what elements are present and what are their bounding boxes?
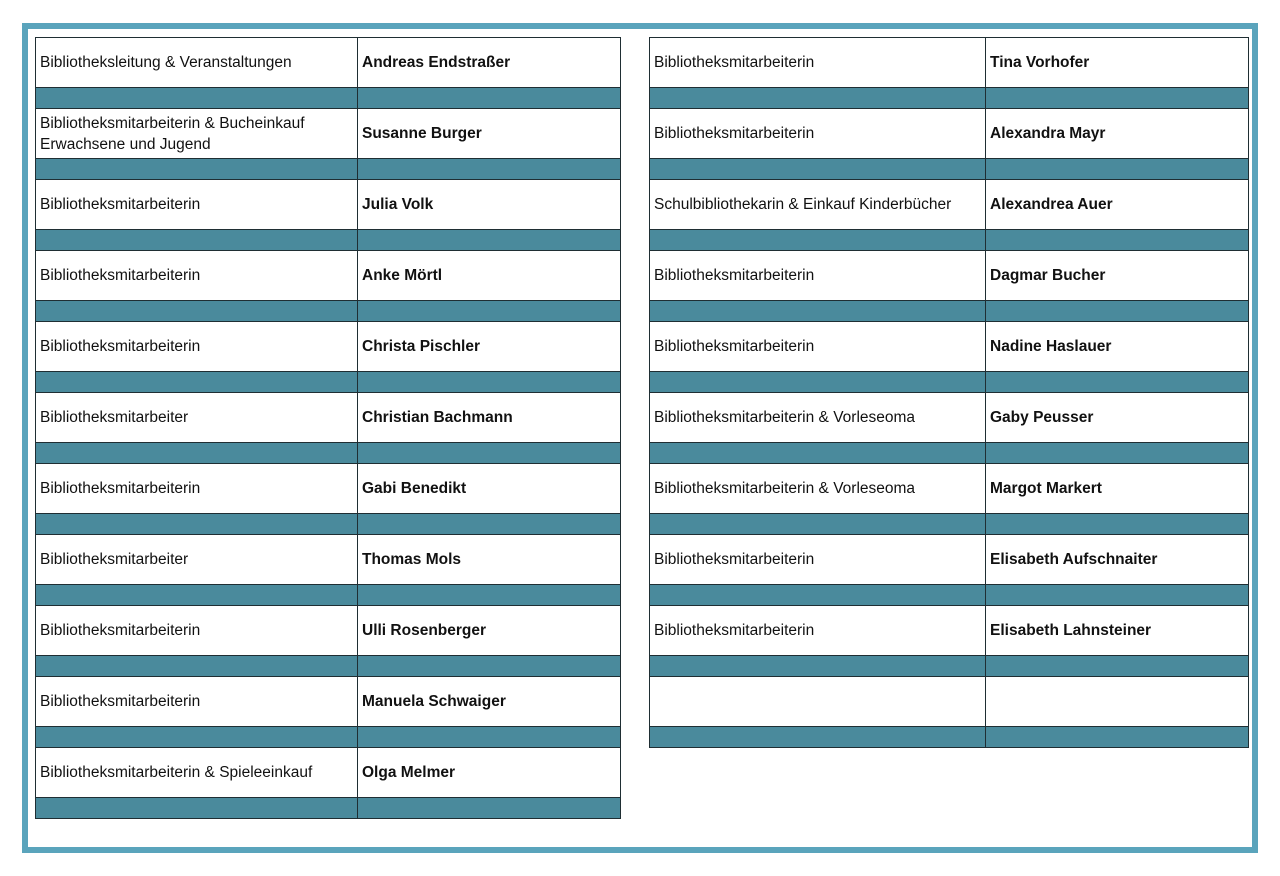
staff-name: Julia Volk — [358, 180, 621, 230]
staff-role: Bibliotheksleitung & Veranstaltungen — [36, 38, 358, 88]
staff-name: Alexandra Mayr — [986, 109, 1249, 159]
staff-role: Bibliotheksmitarbeiter — [36, 393, 358, 443]
separator-cell — [358, 301, 621, 322]
separator-row — [650, 88, 1249, 109]
separator-cell — [36, 230, 358, 251]
staff-row — [36, 535, 621, 585]
separator-row — [650, 585, 1249, 606]
staff-name: Alexandrea Auer — [986, 180, 1249, 230]
separator-row — [650, 372, 1249, 393]
staff-row — [36, 677, 621, 727]
separator-row — [650, 514, 1249, 535]
staff-role: Bibliotheksmitarbeiter — [36, 535, 358, 585]
separator-cell — [986, 443, 1249, 464]
separator-cell — [36, 656, 358, 677]
staff-name: Gabi Benedikt — [358, 464, 621, 514]
separator-row — [650, 727, 1249, 748]
separator-cell — [358, 514, 621, 535]
separator-cell — [36, 514, 358, 535]
staff-row — [650, 393, 1249, 443]
separator-row — [36, 656, 621, 677]
staff-role: Bibliotheksmitarbeiterin — [36, 322, 358, 372]
separator-cell — [358, 443, 621, 464]
separator-row — [36, 585, 621, 606]
separator-cell — [36, 443, 358, 464]
staff-row — [36, 393, 621, 443]
staff-table-left — [35, 37, 621, 819]
staff-role: Bibliotheksmitarbeiterin — [36, 251, 358, 301]
separator-cell — [986, 585, 1249, 606]
separator-cell — [986, 656, 1249, 677]
separator-row — [36, 159, 621, 180]
staff-name: Andreas Endstraßer — [358, 38, 621, 88]
staff-row — [650, 464, 1249, 514]
separator-row — [650, 656, 1249, 677]
staff-name: Anke Mörtl — [358, 251, 621, 301]
staff-role: Bibliotheksmitarbeiterin & Vorleseoma — [650, 464, 986, 514]
separator-cell — [650, 514, 986, 535]
staff-name: Susanne Burger — [358, 109, 621, 159]
separator-cell — [986, 230, 1249, 251]
staff-role: Bibliotheksmitarbeiterin & Bucheinkauf Erwachsene und Jugend — [36, 109, 358, 159]
separator-row — [36, 372, 621, 393]
separator-cell — [36, 798, 358, 819]
separator-cell — [650, 88, 986, 109]
separator-cell — [358, 798, 621, 819]
staff-row — [36, 38, 621, 88]
staff-table-right — [649, 37, 1249, 748]
separator-cell — [358, 230, 621, 251]
staff-name: Ulli Rosenberger — [358, 606, 621, 656]
staff-role: Bibliotheksmitarbeiterin — [650, 606, 986, 656]
separator-cell — [650, 585, 986, 606]
separator-cell — [358, 585, 621, 606]
separator-cell — [358, 159, 621, 180]
separator-cell — [650, 230, 986, 251]
staff-row — [36, 748, 621, 798]
separator-cell — [986, 301, 1249, 322]
staff-role: Bibliotheksmitarbeiterin & Spieleeinkauf — [36, 748, 358, 798]
staff-name: Elisabeth Aufschnaiter — [986, 535, 1249, 585]
separator-cell — [36, 372, 358, 393]
staff-name: Tina Vorhofer — [986, 38, 1249, 88]
separator-cell — [650, 301, 986, 322]
separator-cell — [36, 301, 358, 322]
staff-row — [650, 109, 1249, 159]
separator-cell — [358, 656, 621, 677]
staff-row — [36, 251, 621, 301]
separator-row — [650, 443, 1249, 464]
separator-cell — [358, 372, 621, 393]
separator-cell — [986, 159, 1249, 180]
staff-role: Bibliotheksmitarbeiterin — [650, 109, 986, 159]
separator-cell — [36, 585, 358, 606]
staff-row — [650, 251, 1249, 301]
staff-role: Bibliotheksmitarbeiterin — [36, 606, 358, 656]
separator-cell — [358, 727, 621, 748]
separator-row — [36, 443, 621, 464]
separator-cell — [650, 159, 986, 180]
staff-row — [650, 180, 1249, 230]
staff-name: Elisabeth Lahnsteiner — [986, 606, 1249, 656]
separator-cell — [650, 727, 986, 748]
separator-row — [36, 727, 621, 748]
staff-name: Dagmar Bucher — [986, 251, 1249, 301]
staff-role: Bibliotheksmitarbeiterin — [36, 677, 358, 727]
staff-name: Christa Pischler — [358, 322, 621, 372]
staff-row — [36, 606, 621, 656]
separator-row — [650, 301, 1249, 322]
separator-cell — [986, 727, 1249, 748]
staff-name: Gaby Peusser — [986, 393, 1249, 443]
separator-cell — [358, 88, 621, 109]
staff-name: Manuela Schwaiger — [358, 677, 621, 727]
staff-name: Christian Bachmann — [358, 393, 621, 443]
separator-cell — [650, 443, 986, 464]
staff-row — [650, 38, 1249, 88]
separator-cell — [986, 88, 1249, 109]
separator-row — [36, 514, 621, 535]
staff-row — [36, 322, 621, 372]
separator-cell — [650, 656, 986, 677]
staff-role: Schulbibliothekarin & Einkauf Kinderbücher — [650, 180, 986, 230]
staff-name — [986, 677, 1249, 727]
staff-role: Bibliotheksmitarbeiterin — [650, 322, 986, 372]
staff-row — [650, 606, 1249, 656]
separator-row — [36, 88, 621, 109]
staff-row — [650, 535, 1249, 585]
separator-row — [36, 230, 621, 251]
staff-row — [650, 677, 1249, 727]
separator-cell — [650, 372, 986, 393]
staff-row — [36, 464, 621, 514]
separator-cell — [36, 727, 358, 748]
staff-role: Bibliotheksmitarbeiterin — [36, 180, 358, 230]
separator-cell — [36, 88, 358, 109]
staff-role: Bibliotheksmitarbeiterin — [650, 38, 986, 88]
separator-row — [36, 798, 621, 819]
separator-row — [650, 159, 1249, 180]
staff-row — [36, 109, 621, 159]
staff-role: Bibliotheksmitarbeiterin & Vorleseoma — [650, 393, 986, 443]
staff-name: Margot Markert — [986, 464, 1249, 514]
separator-cell — [36, 159, 358, 180]
staff-role: Bibliotheksmitarbeiterin — [650, 535, 986, 585]
separator-cell — [986, 514, 1249, 535]
separator-row — [36, 301, 621, 322]
staff-role: Bibliotheksmitarbeiterin — [36, 464, 358, 514]
staff-row — [650, 322, 1249, 372]
staff-name: Olga Melmer — [358, 748, 621, 798]
staff-role — [650, 677, 986, 727]
staff-name: Thomas Mols — [358, 535, 621, 585]
staff-row — [36, 180, 621, 230]
staff-name: Nadine Haslauer — [986, 322, 1249, 372]
separator-row — [650, 230, 1249, 251]
staff-role: Bibliotheksmitarbeiterin — [650, 251, 986, 301]
separator-cell — [986, 372, 1249, 393]
